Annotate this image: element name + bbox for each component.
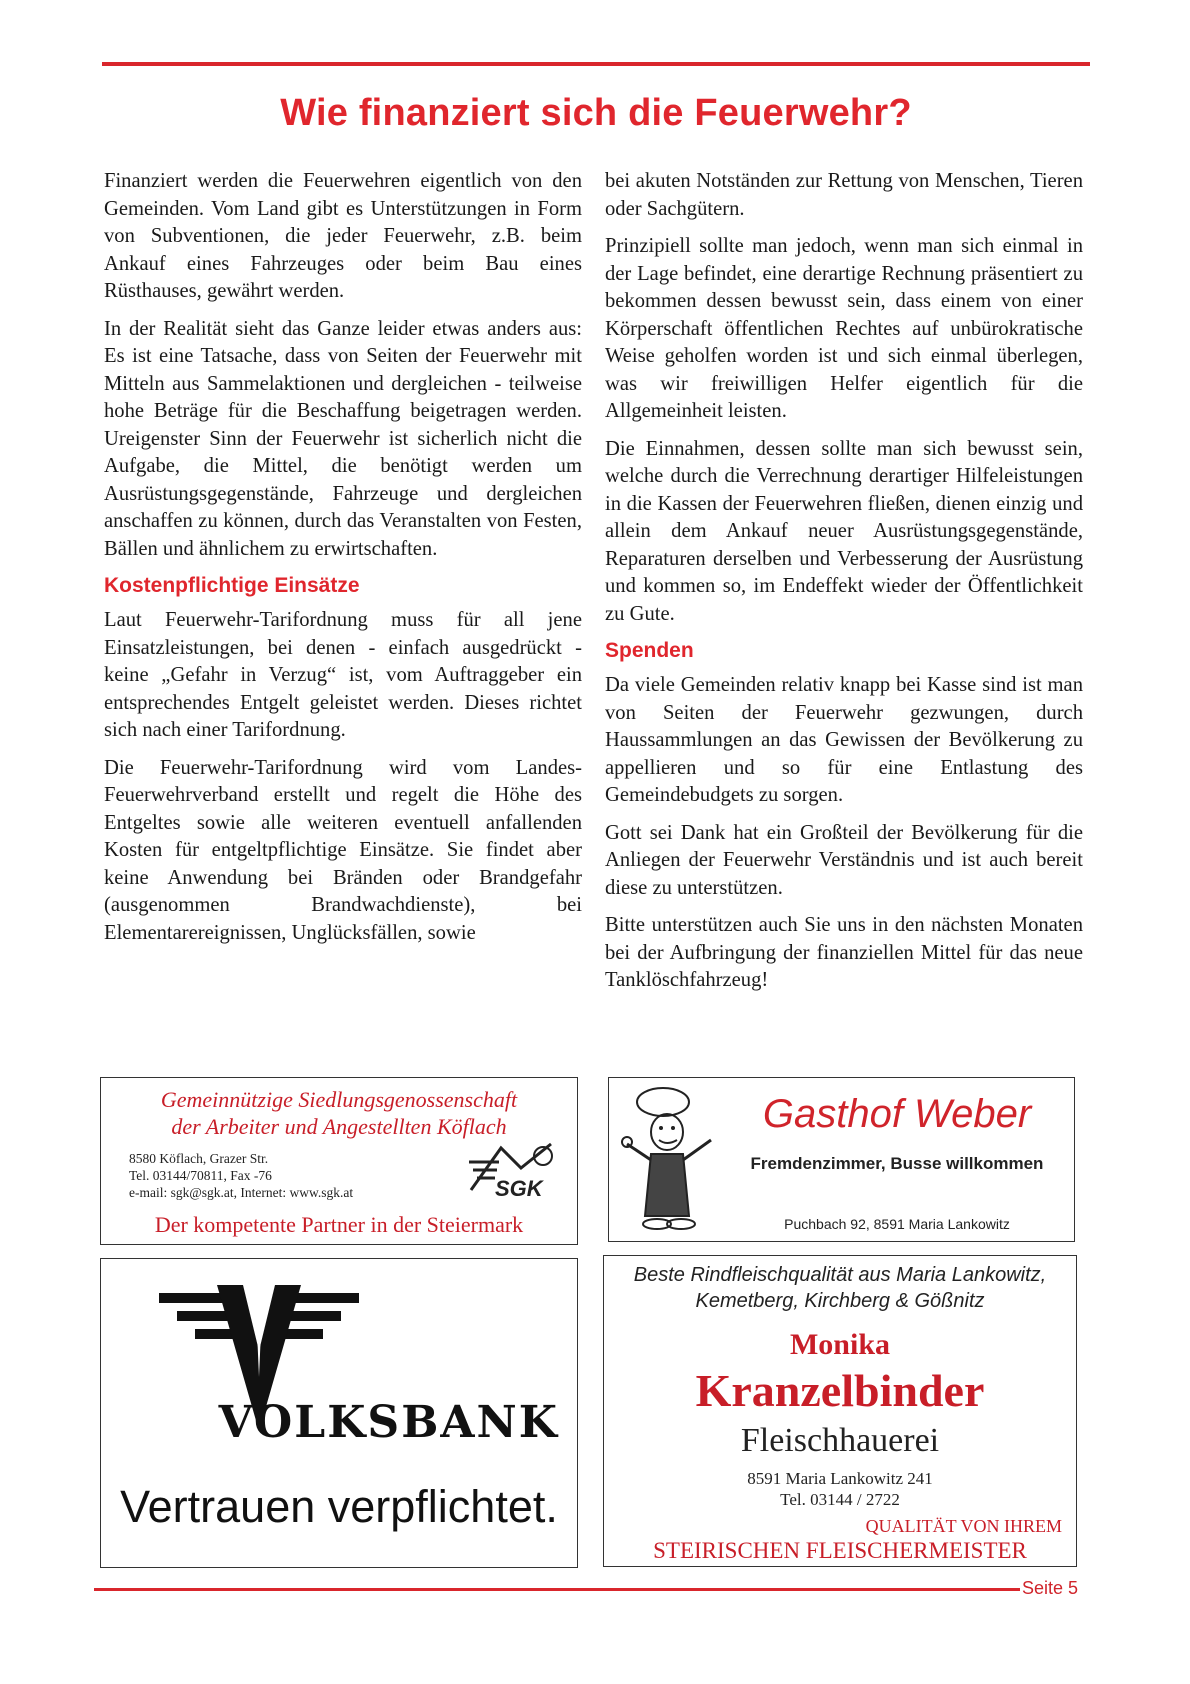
right-paragraph-6: Bitte unterstützen auch Sie uns in den nächsten Monaten bei der Aufbringung der finanziellen Mittel für das neue Tanklöschfahrzeug! <box>605 914 1083 991</box>
right-column <box>605 168 1083 1005</box>
sgk-name-line-1: Gemeinnützige Siedlungsgenossenschaft <box>160 1087 518 1112</box>
sgk-phone: Tel. 03144/70811, Fax -76 <box>129 1168 272 1183</box>
sgk-tagline: Der kompetente Partner in der Steiermark <box>154 1212 524 1237</box>
kranzelbinder-quality-line-2: STEIRISCHEN FLEISCHERMEISTER <box>653 1538 1027 1563</box>
sgk-logo-icon <box>461 1138 561 1202</box>
heading-kostenpflichtige-einsaetze: Kostenpflichtige Einsätze <box>104 574 360 597</box>
kranzelbinder-slogan-line-2: Kemetberg, Kirchberg & Gößnitz <box>695 1290 985 1312</box>
kranzelbinder-slogan <box>604 1262 1076 1314</box>
ad-sgk <box>100 1077 578 1245</box>
kranzelbinder-trade: Fleischhauerei <box>740 1422 940 1459</box>
sgk-email: e-mail: sgk@sgk.at, Internet: www.sgk.at <box>129 1185 354 1200</box>
footer-rule <box>94 1588 1020 1591</box>
sgk-contact <box>129 1150 353 1201</box>
left-paragraph-3: Laut Feuerwehr-Tarifordnung muss für all jene Einsatzleistungen, bei denen - einfach ausgedrückt - keine „Gefahr in Verzug“ ist, vom Auftraggeber ein entsprechendes Entgelt geleistet werden. Dieses richtet sich nach einer Tarifordnung. <box>104 609 582 741</box>
sgk-address: 8580 Köflach, Grazer Str. <box>129 1151 269 1166</box>
kranzelbinder-slogan-line-1: Beste Rindfleischqualität aus Maria Lankowitz, <box>633 1264 1047 1286</box>
right-paragraph-3: Die Einnahmen, dessen sollte man sich bewusst sein, welche durch die Verrechnung derartiger Hilfeleistungen in die Kassen der Feuerwehren fließen, dienen einzig und allein dem Ankauf neuer Ausrüstungsgegenstände, Reparaturen derselben und Verbesserung der Ausrüstung und kommen so, im Endeffekt wieder der Öffentlichkeit zu Gute. <box>605 437 1083 625</box>
kranzelbinder-address: 8591 Maria Lankowitz 241 <box>747 1469 933 1488</box>
left-paragraph-2: In der Realität sieht das Ganze leider etwas anders aus: Es ist eine Tatsache, dass von Seiten der Feuerwehr mit Mitteln aus Sammelaktionen und dergleichen - teilweise hohe Beträge für die Beschaffung beigetragen werden. Ureigenster Sinn der Feuerwehr ist sicherlich nicht die Aufgabe, die Mittel, die benötigt werden um Ausrüstungsgegenstände, Fahrzeuge und dergleichen anschaffen zu können, durch das Veranstalten von Festen, Bällen und ähnlichem zu erwirtschaften. <box>104 317 582 560</box>
right-paragraph-1: bei akuten Notständen zur Rettung von Menschen, Tieren oder Sachgütern. <box>605 170 1083 220</box>
heading-spenden: Spenden <box>605 639 694 662</box>
left-paragraph-1: Finanziert werden die Feuerwehren eigentlich von den Gemeinden. Vom Land gibt es Unterstützungen in Form von Subventionen, die jeder Feuerwehr, z.B. beim Ankauf eines Fahrzeuges oder beim Bau eines Rüsthauses, gewährt werden. <box>104 170 582 302</box>
page-number: Seite 5 <box>1022 1578 1079 1598</box>
page-title: Wie finanziert sich die Feuerwehr? <box>280 92 912 134</box>
chef-illustration-icon <box>621 1084 721 1234</box>
kranzelbinder-contact <box>604 1468 1076 1510</box>
ad-kranzelbinder <box>603 1255 1077 1567</box>
weber-address: Puchbach 92, 8591 Maria Lankowitz <box>784 1216 1010 1232</box>
volksbank-slogan: Vertrauen verpflichtet. <box>120 1481 558 1532</box>
weber-subtitle: Fremdenzimmer, Busse willkommen <box>750 1154 1044 1173</box>
svg-text:SGK: SGK <box>495 1176 543 1201</box>
ad-gasthof-weber <box>608 1077 1075 1242</box>
kranzelbinder-last-name: Kranzelbinder <box>695 1365 985 1416</box>
kranzelbinder-phone: Tel. 03144 / 2722 <box>780 1490 900 1509</box>
right-paragraph-2: Prinzipiell sollte man jedoch, wenn man sich einmal in der Lage befindet, eine derartige Rechnung präsentiert zu bekommen dessen bewusst sein, dass einem von einer Körperschaft öffentlichen Rechtes auf unbürokratische Weise geholfen worden ist und sich einmal überlegen, was wir freiwilligen Helfer eigentlich für die Allgemeinheit leisten. <box>605 235 1083 422</box>
kranzelbinder-first-name: Monika <box>789 1328 891 1361</box>
ad-volksbank <box>100 1258 578 1568</box>
right-paragraph-5: Gott sei Dank hat ein Großteil der Bevölkerung für die Anliegen der Feuerwehr Verständnis und ist auch bereit diese zu unterstützen. <box>605 821 1083 899</box>
left-paragraph-4: Die Feuerwehr-Tarifordnung wird vom Landes-Feuerwehrverband erstellt und regelt die Höhe des Entgeltes sowie alle weiteren eventuell anfallenden Kosten für entgeltpflichtige Einsätze. Sie findet aber keine Anwendung bei Bränden oder Brandgefahr (ausgenommen Brandwachdienste), bei Elementarereignissen, Unglücksfällen, sowie <box>104 756 582 944</box>
left-column <box>104 168 582 957</box>
weber-name: Gasthof Weber <box>762 1092 1032 1136</box>
kranzelbinder-quality-line-1: QUALITÄT VON IHREM <box>865 1516 1062 1536</box>
volksbank-name: VOLKSBANK <box>218 1397 559 1448</box>
right-paragraph-4: Da viele Gemeinden relativ knapp bei Kasse sind ist man von Seiten der Feuerwehr gezwungen, durch Haussammlungen an das Gewissen der Bevölkerung zu appellieren und so für eine Entlastung des Gemeindebudgets zu sorgen. <box>605 674 1083 806</box>
top-rule <box>102 62 1090 66</box>
sgk-name-line-2: der Arbeiter und Angestellten Köflach <box>171 1114 507 1139</box>
